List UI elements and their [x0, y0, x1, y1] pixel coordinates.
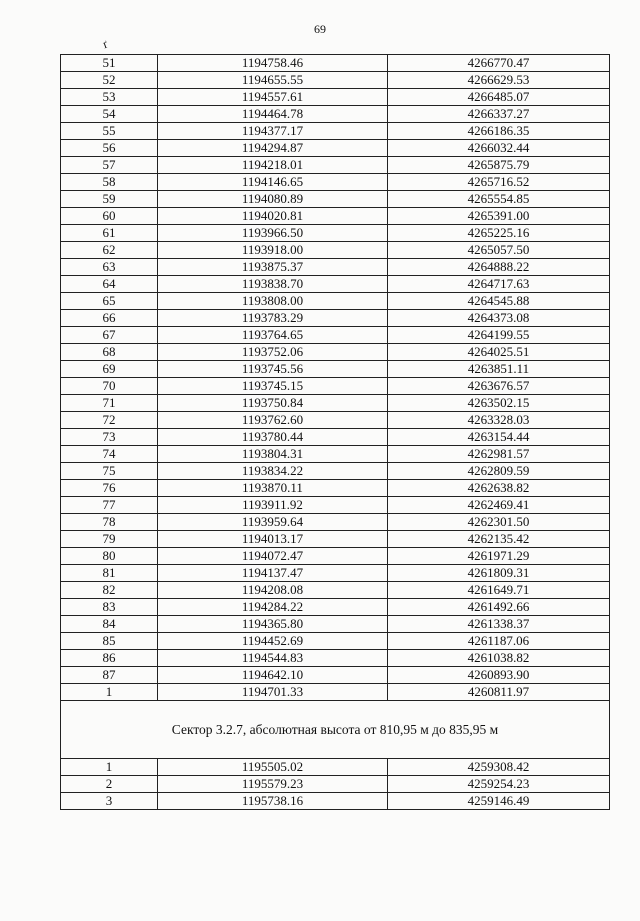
table-row [61, 327, 610, 344]
point-number: 62 [61, 242, 158, 259]
coordinates-table [60, 54, 610, 810]
point-number: 2 [61, 776, 158, 793]
coordinate-y: 4265554.85 [388, 191, 610, 208]
coordinate-y: 4261971.29 [388, 548, 610, 565]
table-row [61, 514, 610, 531]
table-row [61, 310, 610, 327]
point-number: 69 [61, 361, 158, 378]
coordinate-y: 4260811.97 [388, 684, 610, 701]
coordinate-x: 1194218.01 [158, 157, 388, 174]
coordinate-y: 4263328.03 [388, 412, 610, 429]
point-number: 3 [61, 793, 158, 810]
coordinate-x: 1194208.08 [158, 582, 388, 599]
table-row [61, 293, 610, 310]
point-number: 74 [61, 446, 158, 463]
table-row [61, 106, 610, 123]
table-row [61, 463, 610, 480]
coordinate-y: 4263154.44 [388, 429, 610, 446]
point-number: 54 [61, 106, 158, 123]
coordinate-x: 1194377.17 [158, 123, 388, 140]
coordinate-y: 4264373.08 [388, 310, 610, 327]
table-row [61, 123, 610, 140]
table-row [61, 531, 610, 548]
table-row [61, 259, 610, 276]
point-number: 52 [61, 72, 158, 89]
coordinate-y: 4259254.23 [388, 776, 610, 793]
coordinate-x: 1193808.00 [158, 293, 388, 310]
point-number: 77 [61, 497, 158, 514]
coordinate-x: 1194544.83 [158, 650, 388, 667]
table-row [61, 55, 610, 72]
coordinate-y: 4264199.55 [388, 327, 610, 344]
coordinate-x: 1193870.11 [158, 480, 388, 497]
point-number: 60 [61, 208, 158, 225]
coordinate-x: 1193959.64 [158, 514, 388, 531]
point-number: 67 [61, 327, 158, 344]
coordinate-x: 1194013.17 [158, 531, 388, 548]
coordinate-x: 1193783.29 [158, 310, 388, 327]
point-number: 71 [61, 395, 158, 412]
table-row [61, 225, 610, 242]
point-number: 78 [61, 514, 158, 531]
point-number: 76 [61, 480, 158, 497]
coordinate-y: 4263502.15 [388, 395, 610, 412]
coordinate-x: 1194642.10 [158, 667, 388, 684]
coordinate-x: 1193875.37 [158, 259, 388, 276]
coordinate-y: 4261038.82 [388, 650, 610, 667]
table-row [61, 395, 610, 412]
coordinate-x: 1193750.84 [158, 395, 388, 412]
coordinates-rows-b [61, 759, 610, 810]
coordinate-y: 4266186.35 [388, 123, 610, 140]
point-number: 72 [61, 412, 158, 429]
point-number: 70 [61, 378, 158, 395]
table-row [61, 548, 610, 565]
table-row [61, 793, 610, 810]
point-number: 59 [61, 191, 158, 208]
coordinate-y: 4262301.50 [388, 514, 610, 531]
table-row [61, 157, 610, 174]
point-number: 83 [61, 599, 158, 616]
coordinate-y: 4266770.47 [388, 55, 610, 72]
table-row [61, 89, 610, 106]
coordinate-y: 4265225.16 [388, 225, 610, 242]
coordinate-x: 1193911.92 [158, 497, 388, 514]
coordinate-y: 4259308.42 [388, 759, 610, 776]
table-row [61, 412, 610, 429]
table-row [61, 361, 610, 378]
coordinate-x: 1194072.47 [158, 548, 388, 565]
coordinate-x: 1193780.44 [158, 429, 388, 446]
coordinate-y: 4264888.22 [388, 259, 610, 276]
coordinate-x: 1194557.61 [158, 89, 388, 106]
table-row [61, 776, 610, 793]
table-row [61, 446, 610, 463]
coordinate-y: 4262469.41 [388, 497, 610, 514]
point-number: 51 [61, 55, 158, 72]
handwritten-mark: ґ [100, 36, 110, 52]
coordinate-x: 1193966.50 [158, 225, 388, 242]
coordinate-x: 1193762.60 [158, 412, 388, 429]
coordinate-x: 1194655.55 [158, 72, 388, 89]
coordinate-x: 1194294.87 [158, 140, 388, 157]
coordinate-x: 1193764.65 [158, 327, 388, 344]
coordinate-y: 4261338.37 [388, 616, 610, 633]
point-number: 1 [61, 684, 158, 701]
coordinate-x: 1195505.02 [158, 759, 388, 776]
point-number: 56 [61, 140, 158, 157]
coordinate-y: 4265875.79 [388, 157, 610, 174]
table-row [61, 429, 610, 446]
table-row [61, 565, 610, 582]
coordinate-x: 1193918.00 [158, 242, 388, 259]
table-row [61, 667, 610, 684]
point-number: 79 [61, 531, 158, 548]
coordinate-x: 1194020.81 [158, 208, 388, 225]
coordinate-x: 1194146.65 [158, 174, 388, 191]
coordinate-y: 4263851.11 [388, 361, 610, 378]
coordinate-y: 4261809.31 [388, 565, 610, 582]
point-number: 58 [61, 174, 158, 191]
point-number: 84 [61, 616, 158, 633]
coordinate-x: 1193804.31 [158, 446, 388, 463]
point-number: 75 [61, 463, 158, 480]
point-number: 87 [61, 667, 158, 684]
sector-caption: Сектор 3.2.7, абсолютная высота от 810,95 м до 835,95 м [61, 701, 610, 759]
coordinate-y: 4265716.52 [388, 174, 610, 191]
coordinate-x: 1194464.78 [158, 106, 388, 123]
coordinate-y: 4265391.00 [388, 208, 610, 225]
coordinate-y: 4260893.90 [388, 667, 610, 684]
point-number: 73 [61, 429, 158, 446]
coordinate-x: 1193745.15 [158, 378, 388, 395]
coordinate-x: 1194284.22 [158, 599, 388, 616]
coordinate-x: 1194080.89 [158, 191, 388, 208]
coordinate-y: 4262638.82 [388, 480, 610, 497]
table-row [61, 378, 610, 395]
point-number: 85 [61, 633, 158, 650]
coordinate-x: 1195579.23 [158, 776, 388, 793]
coordinate-y: 4266629.53 [388, 72, 610, 89]
coordinate-x: 1194452.69 [158, 633, 388, 650]
coordinate-x: 1193838.70 [158, 276, 388, 293]
point-number: 66 [61, 310, 158, 327]
sector-section [61, 701, 610, 759]
coordinate-y: 4262135.42 [388, 531, 610, 548]
coordinate-y: 4261492.66 [388, 599, 610, 616]
table-row [61, 344, 610, 361]
coordinate-x: 1194701.33 [158, 684, 388, 701]
coordinate-y: 4261649.71 [388, 582, 610, 599]
point-number: 57 [61, 157, 158, 174]
coordinate-x: 1193745.56 [158, 361, 388, 378]
coordinates-rows-a [61, 55, 610, 701]
coordinate-y: 4264545.88 [388, 293, 610, 310]
point-number: 53 [61, 89, 158, 106]
coordinate-x: 1194365.80 [158, 616, 388, 633]
table-row [61, 684, 610, 701]
point-number: 55 [61, 123, 158, 140]
point-number: 68 [61, 344, 158, 361]
coordinate-y: 4264717.63 [388, 276, 610, 293]
coordinate-x: 1193834.22 [158, 463, 388, 480]
page-number: 69 [314, 22, 326, 36]
table-row [61, 174, 610, 191]
table-row [61, 72, 610, 89]
coordinate-y: 4259146.49 [388, 793, 610, 810]
table-row [61, 208, 610, 225]
table-row [61, 140, 610, 157]
coordinate-y: 4266032.44 [388, 140, 610, 157]
coordinate-y: 4265057.50 [388, 242, 610, 259]
point-number: 61 [61, 225, 158, 242]
coordinate-x: 1195738.16 [158, 793, 388, 810]
coordinate-y: 4266337.27 [388, 106, 610, 123]
coordinate-y: 4266485.07 [388, 89, 610, 106]
table-row [61, 242, 610, 259]
coordinate-x: 1193752.06 [158, 344, 388, 361]
point-number: 63 [61, 259, 158, 276]
point-number: 64 [61, 276, 158, 293]
point-number: 82 [61, 582, 158, 599]
table-row [61, 650, 610, 667]
table-row [61, 582, 610, 599]
point-number: 1 [61, 759, 158, 776]
coordinate-y: 4263676.57 [388, 378, 610, 395]
table-row [61, 497, 610, 514]
point-number: 65 [61, 293, 158, 310]
point-number: 86 [61, 650, 158, 667]
table-row [61, 480, 610, 497]
point-number: 81 [61, 565, 158, 582]
coordinate-y: 4262981.57 [388, 446, 610, 463]
table-row [61, 191, 610, 208]
table-row [61, 599, 610, 616]
point-number: 80 [61, 548, 158, 565]
coordinate-x: 1194137.47 [158, 565, 388, 582]
coordinate-x: 1194758.46 [158, 55, 388, 72]
sector-caption-row [61, 701, 610, 759]
coordinate-y: 4261187.06 [388, 633, 610, 650]
table-row [61, 616, 610, 633]
coordinate-y: 4262809.59 [388, 463, 610, 480]
table-row [61, 759, 610, 776]
table-row [61, 633, 610, 650]
table-row [61, 276, 610, 293]
coordinate-y: 4264025.51 [388, 344, 610, 361]
